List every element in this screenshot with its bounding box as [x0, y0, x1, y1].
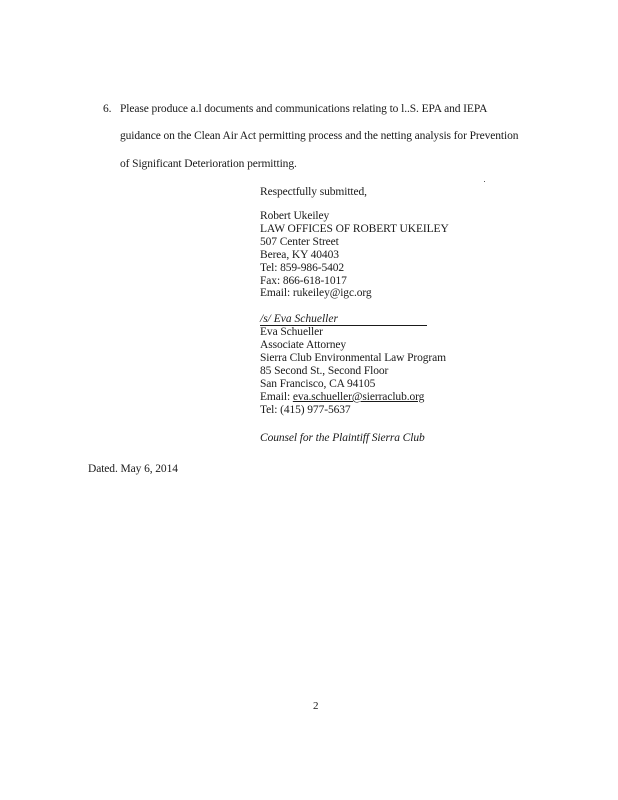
- counsel-organization: Sierra Club Environmental Law Program: [260, 352, 447, 364]
- page-number: 2: [313, 700, 319, 712]
- counsel-street: 85 Second St., Second Floor: [260, 365, 389, 377]
- email-link[interactable]: eva.schueller@sierraclub.org: [292, 391, 425, 403]
- counsel-email: Email: rukeiley@igc.org: [260, 287, 372, 300]
- request-text-line-2: guidance on the Clean Air Act permitting process and the netting analysis for Prevention: [120, 130, 519, 142]
- email-label: Email:: [260, 391, 293, 403]
- counsel-street: 507 Center Street: [260, 235, 339, 248]
- counsel-name: Eva Schueller: [260, 326, 323, 338]
- counsel-fax: Fax: 866-618-1017: [260, 274, 347, 287]
- counsel-tel: Tel: (415) 977-5637: [260, 404, 351, 416]
- counsel-block-ukeiley: [260, 210, 449, 300]
- electronic-signature-line: /s/ Eva Schueller: [260, 313, 427, 326]
- counsel-city: Berea, KY 40403: [260, 248, 339, 261]
- counsel-tel: Tel: 859-986-5402: [260, 261, 345, 274]
- closing-line: Respectfully submitted,: [260, 186, 367, 198]
- counsel-email-row: [260, 391, 446, 404]
- counsel-block-schueller: [260, 326, 446, 417]
- request-text-line-1: Please produce a.l documents and communications relating to l..S. EPA and IEPA: [120, 103, 488, 115]
- counsel-name: Robert Ukeiley: [260, 210, 330, 222]
- counsel-for-line: Counsel for the Plaintiff Sierra Club: [260, 432, 425, 444]
- request-number: 6.: [103, 103, 112, 115]
- counsel-title: Associate Attorney: [260, 339, 347, 351]
- request-text-line-3: of Significant Deterioration permitting.: [120, 158, 297, 170]
- dated-line: Dated. May 6, 2014: [88, 463, 178, 475]
- scan-speck: [484, 181, 485, 182]
- counsel-firm: LAW OFFICES OF ROBERT UKEILEY: [260, 222, 449, 235]
- counsel-city: San Francisco, CA 94105: [260, 378, 376, 390]
